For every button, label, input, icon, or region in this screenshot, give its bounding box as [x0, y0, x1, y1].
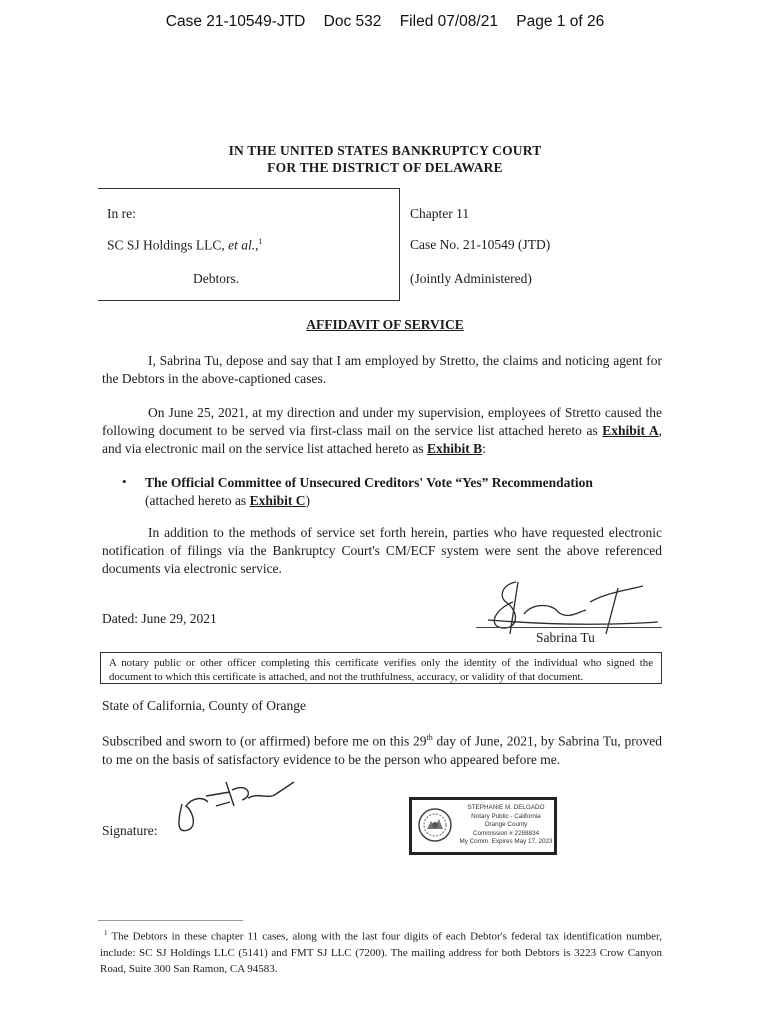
in-re-label: In re:	[107, 206, 136, 221]
subscribed-sworn: Subscribed and sworn to (or affirmed) before me on this 29th day of June, 2021, by Sabrina Tu, proved to me on the basis of satisfactory evidence to be the person who appeared before me.	[102, 733, 662, 767]
bullet-icon: •	[122, 474, 127, 489]
chapter-label: Chapter 11	[410, 206, 470, 221]
notary-expiry: My Comm. Expires May 17, 2023	[459, 838, 553, 845]
court-title-line2: FOR THE DISTRICT OF DELAWARE	[267, 160, 503, 175]
caption-top-rule	[98, 188, 399, 189]
filed-date: Filed 07/08/21	[399, 13, 498, 30]
footnote-marker: 1	[104, 929, 108, 937]
notary-county: Orange County	[484, 821, 528, 828]
court-title-line1: IN THE UNITED STATES BANKRUPTCY COURT	[228, 143, 542, 158]
paragraph-employment: I, Sabrina Tu, depose and say that I am employed by Stretto, the claims and noticing agent for the Debtors in the above-captioned cases.	[102, 353, 662, 386]
notary-notice-box: A notary public or other officer completing this certificate verifies only the identity of the individual who signed the document to which this certificate is attached, and not the truthfulness, accuracy, or validity of that document.	[100, 652, 662, 684]
caption-divider	[399, 188, 400, 301]
document-title: AFFIDAVIT OF SERVICE	[306, 317, 464, 332]
case-no-label: Case No. 21-10549 (JTD)	[410, 237, 551, 252]
caption-bottom-rule	[98, 300, 399, 301]
debtors-label: Debtors.	[193, 271, 240, 286]
jointly-administered-label: (Jointly Administered)	[410, 271, 532, 286]
paragraph-service: On June 25, 2021, at my direction and under my supervision, employees of Stretto caused the following document to be served via first-class mail on the service list attached hereto as Exhibit A, and via electronic mail on the service list attached hereto as Exhibit B:	[102, 405, 662, 456]
case-number: Case 21-10549-JTD	[165, 13, 306, 30]
page-number: Page 1 of 26	[516, 13, 605, 30]
signer-name: Sabrina Tu	[536, 630, 595, 645]
notary-commission: Commission # 2288834	[472, 829, 540, 837]
footnote-text: The Debtors in these chapter 11 cases, along with the last four digits of each Debtor's federal tax identification number, include: SC SJ Holdings LLC (5141) and FMT SJ LLC (7200). The mailing address for both Debtors is 3223 Crow Canyon Road, Suite 300 San Ramon, CA 94583.	[100, 930, 662, 975]
signature-line	[476, 627, 662, 628]
footnote	[100, 925, 662, 977]
footnote-rule	[98, 920, 243, 921]
notary-name: STEPHANIE M. DELGADO	[467, 804, 545, 811]
notary-title: Notary Public - California	[471, 812, 541, 820]
paragraph-electronic-service: In addition to the methods of service set forth herein, parties who have requested electronic notification of filings via the Bankruptcy Court's CM/ECF system were sent the above referenced documents via electronic service.	[102, 525, 662, 576]
stamp-text	[456, 804, 556, 847]
footnote-ref: 1	[258, 237, 263, 246]
exhibit-c-ref: Exhibit C	[249, 493, 306, 508]
notary-signature-image	[168, 776, 298, 836]
bullet-attached-note: (attached hereto as Exhibit C)	[145, 493, 310, 508]
notary-stamp	[409, 797, 557, 855]
state-county: State of California, County of Orange	[102, 698, 306, 713]
doc-number: Doc 532	[323, 13, 382, 30]
filing-header	[0, 13, 770, 31]
debtor-name: SC SJ Holdings LLC, et al.,$^1$	[107, 237, 263, 253]
bullet-document-title: The Official Committee of Unsecured Creditors' Vote “Yes” Recommendation	[145, 475, 593, 490]
bullet-document	[145, 474, 662, 510]
signature-label: Signature:	[102, 823, 158, 838]
exhibit-a-ref: Exhibit A	[602, 423, 659, 438]
exhibit-b-ref: Exhibit B	[427, 441, 483, 456]
dated-line: Dated: June 29, 2021	[102, 611, 217, 626]
state-seal-icon	[417, 807, 453, 843]
